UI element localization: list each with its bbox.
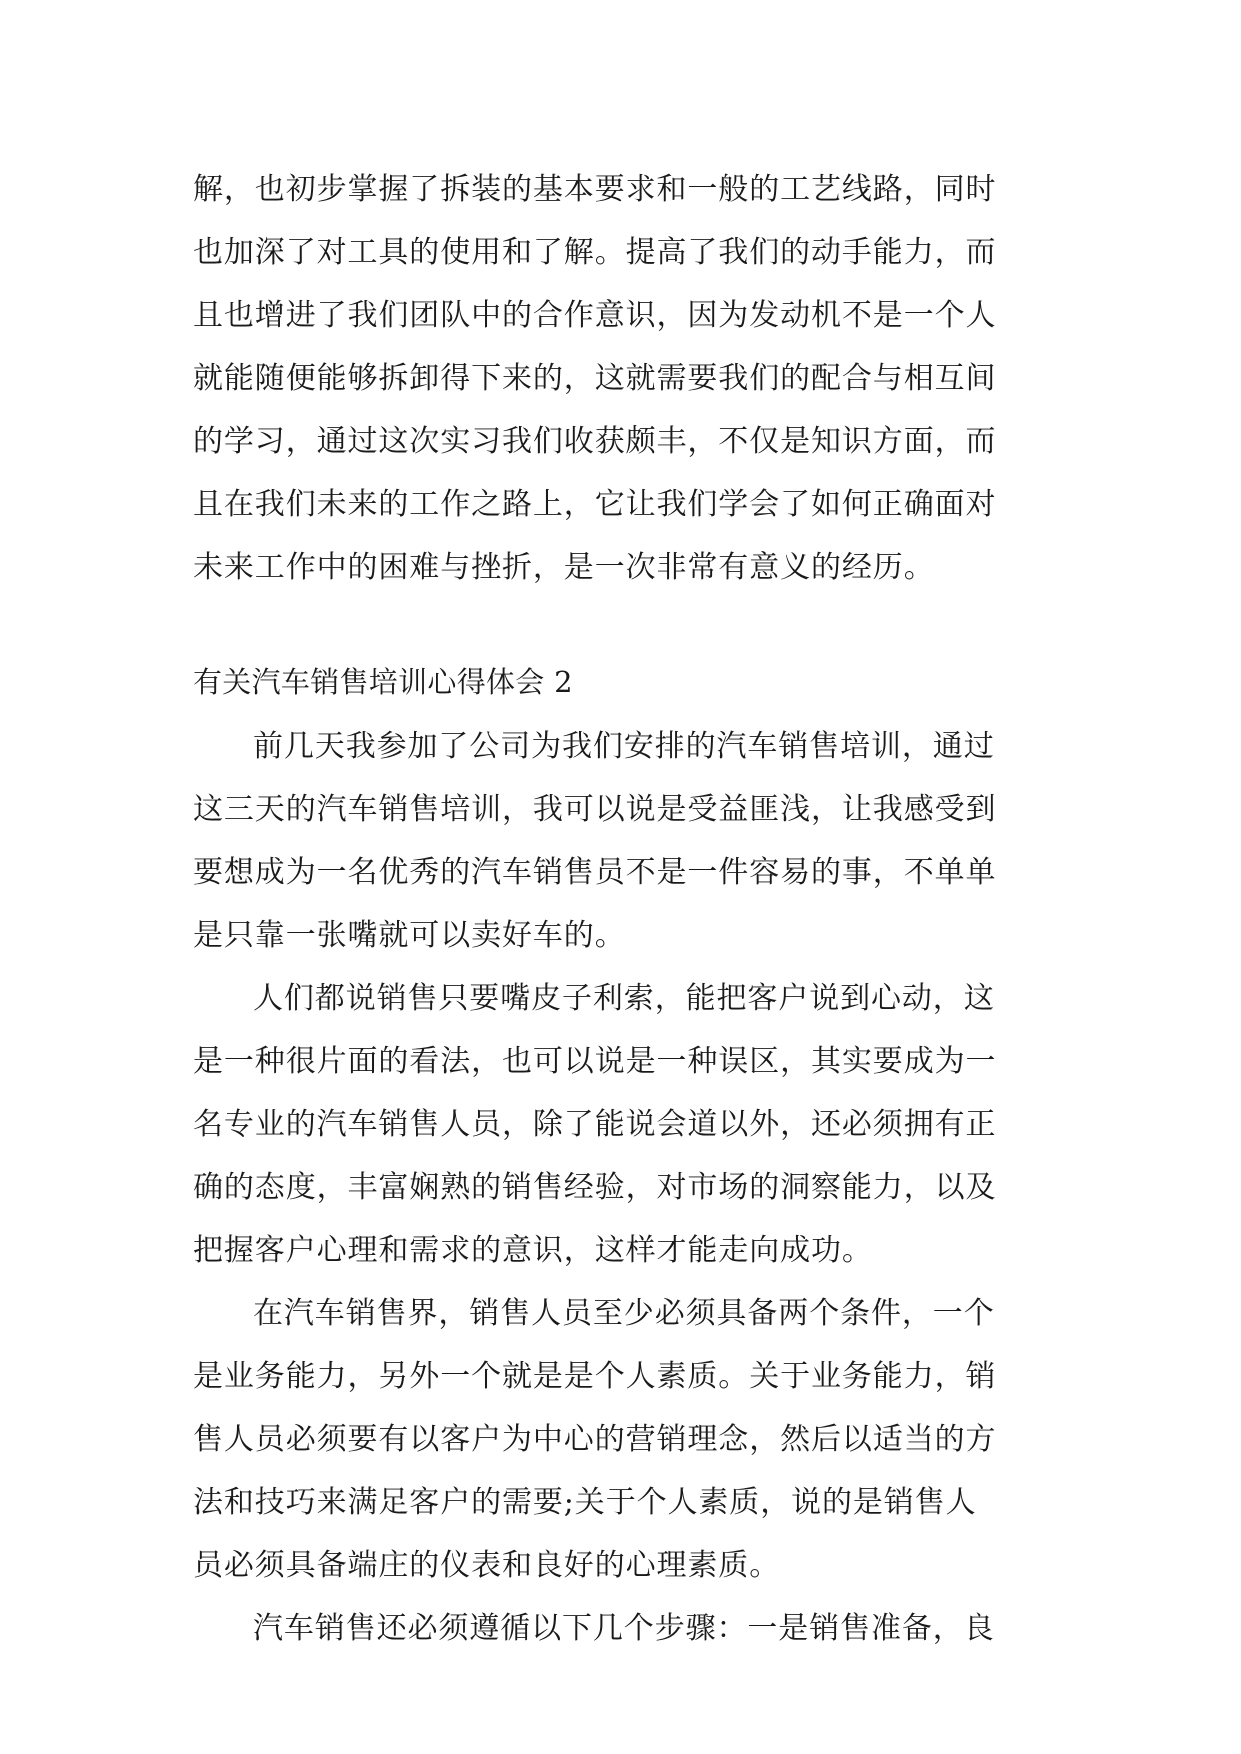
text-line: 是一种很片面的看法，也可以说是一种误区，其实要成为一 (193, 1044, 997, 1079)
text-line: 就能随便能够拆卸得下来的，这就需要我们的配合与相互间 (193, 361, 997, 396)
paragraph-2 (193, 967, 1053, 1282)
text-line-first: 前几天我参加了公司为我们安排的汽车销售培训，通过 (253, 729, 995, 764)
text-line: 把握客户心理和需求的意识，这样才能走向成功。 (193, 1233, 873, 1268)
text-line: 也加深了对工具的使用和了解。提高了我们的动手能力，而 (193, 235, 997, 270)
section-gap (193, 599, 1053, 649)
text-line: 未来工作中的困难与挫折，是一次非常有意义的经历。 (193, 550, 935, 585)
section-title: 有关汽车销售培训心得体会 2 (193, 665, 573, 699)
text-line: 要想成为一名优秀的汽车销售员不是一件容易的事，不单单 (193, 855, 997, 890)
text-line: 的学习，通过这次实习我们收获颇丰，不仅是知识方面，而 (193, 424, 997, 459)
text-line: 且在我们未来的工作之路上，它让我们学会了如何正确面对 (193, 487, 997, 522)
document-page (193, 158, 1053, 1660)
paragraph-continued (193, 158, 1053, 599)
text-line: 是只靠一张嘴就可以卖好车的。 (193, 918, 626, 953)
paragraph-3 (193, 1282, 1053, 1597)
text-line-first: 在汽车销售界，销售人员至少必须具备两个条件，一个 (253, 1296, 995, 1331)
text-line: 名专业的汽车销售人员，除了能说会道以外，还必须拥有正 (193, 1107, 997, 1142)
text-line: 员必须具备端庄的仪表和良好的心理素质。 (193, 1548, 781, 1583)
text-line: 解，也初步掌握了拆装的基本要求和一般的工艺线路，同时 (193, 172, 997, 207)
text-line: 售人员必须要有以客户为中心的营销理念，然后以适当的方 (193, 1422, 997, 1457)
paragraph-1 (193, 715, 1053, 967)
text-line: 是业务能力，另外一个就是是个人素质。关于业务能力，销 (193, 1359, 997, 1394)
text-line: 且也增进了我们团队中的合作意识，因为发动机不是一个人 (193, 298, 997, 333)
text-line-first: 人们都说销售只要嘴皮子利索，能把客户说到心动，这 (253, 981, 995, 1016)
text-line: 法和技巧来满足客户的需要;关于个人素质，说的是销售人 (193, 1485, 977, 1520)
text-line-first: 汽车销售还必须遵循以下几个步骤：一是销售准备，良 (253, 1611, 995, 1646)
text-line: 这三天的汽车销售培训，我可以说是受益匪浅，让我感受到 (193, 792, 997, 827)
text-line: 确的态度，丰富娴熟的销售经验，对市场的洞察能力，以及 (193, 1170, 997, 1205)
paragraph-4 (193, 1597, 1053, 1660)
